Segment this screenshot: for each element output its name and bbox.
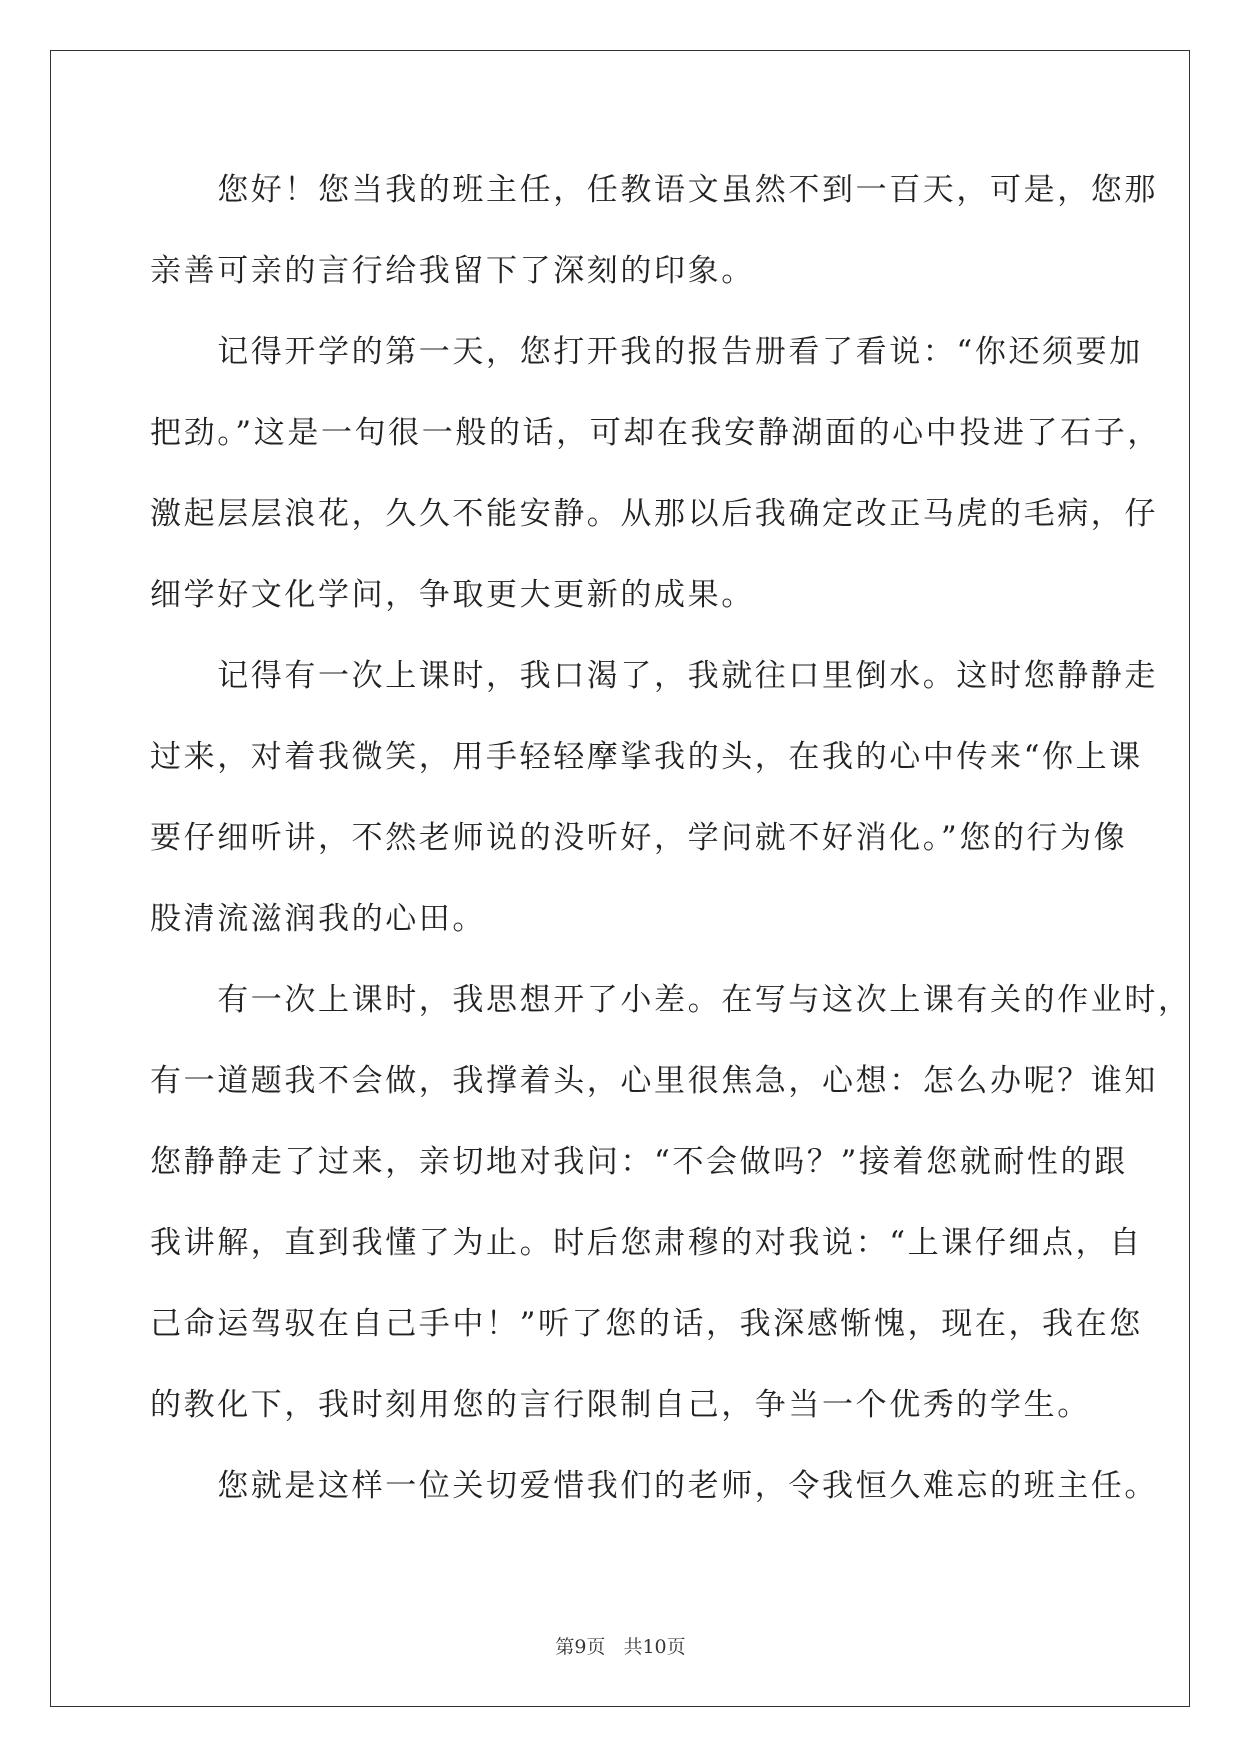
page-total: 共10页 (623, 1636, 686, 1658)
text-line: 要仔细听讲，不然老师说的没听好，学问就不好消化。”您的行为像 (150, 820, 1128, 856)
text-line: 有一次上课时，我思想开了小差。在写与这次上课有关的作业时， (150, 982, 1192, 1018)
document-body (150, 160, 1192, 1537)
text-line: 记得有一次上课时，我口渴了，我就往口里倒水。这时您静静走 (150, 658, 1158, 694)
text-line: 您好！您当我的班主任，任教语文虽然不到一百天，可是，您那 (150, 172, 1158, 208)
page-number: 第9页 (555, 1636, 606, 1658)
text-line: 把劲。”这是一句很一般的话，可却在我安静湖面的心中投进了石子， (150, 415, 1161, 451)
page-footer (0, 1632, 1241, 1659)
text-line: 您静静走了过来，亲切地对我问：“不会做吗？”接着您就耐性的跟 (150, 1144, 1128, 1180)
text-line: 激起层层浪花，久久不能安静。从那以后我确定改正马虎的毛病，仔 (150, 496, 1158, 532)
text-line: 的教化下，我时刻用您的言行限制自己，争当一个优秀的学生。 (150, 1387, 1091, 1423)
text-line: 有一道题我不会做，我撑着头，心里很焦急，心想：怎么办呢？谁知 (150, 1063, 1158, 1099)
text-line: 股清流滋润我的心田。 (150, 901, 486, 937)
text-line: 细学好文化学问，争取更大更新的成果。 (150, 577, 755, 613)
text-line: 过来，对着我微笑，用手轻轻摩挲我的头，在我的心中传来“你上课 (150, 739, 1143, 775)
text-line: 我讲解，直到我懂了为止。时后您肃穆的对我说：“上课仔细点，自 (150, 1225, 1143, 1261)
text-line: 记得开学的第一天，您打开我的报告册看了看说：“你还须要加 (150, 334, 1143, 370)
text-line: 亲善可亲的言行给我留下了深刻的印象。 (150, 253, 755, 289)
text-line: 您就是这样一位关切爱惜我们的老师，令我恒久难忘的班主任。 (150, 1468, 1158, 1504)
text-line: 己命运驾驭在自己手中！”听了您的话，我深感惭愧，现在，我在您 (150, 1306, 1143, 1342)
